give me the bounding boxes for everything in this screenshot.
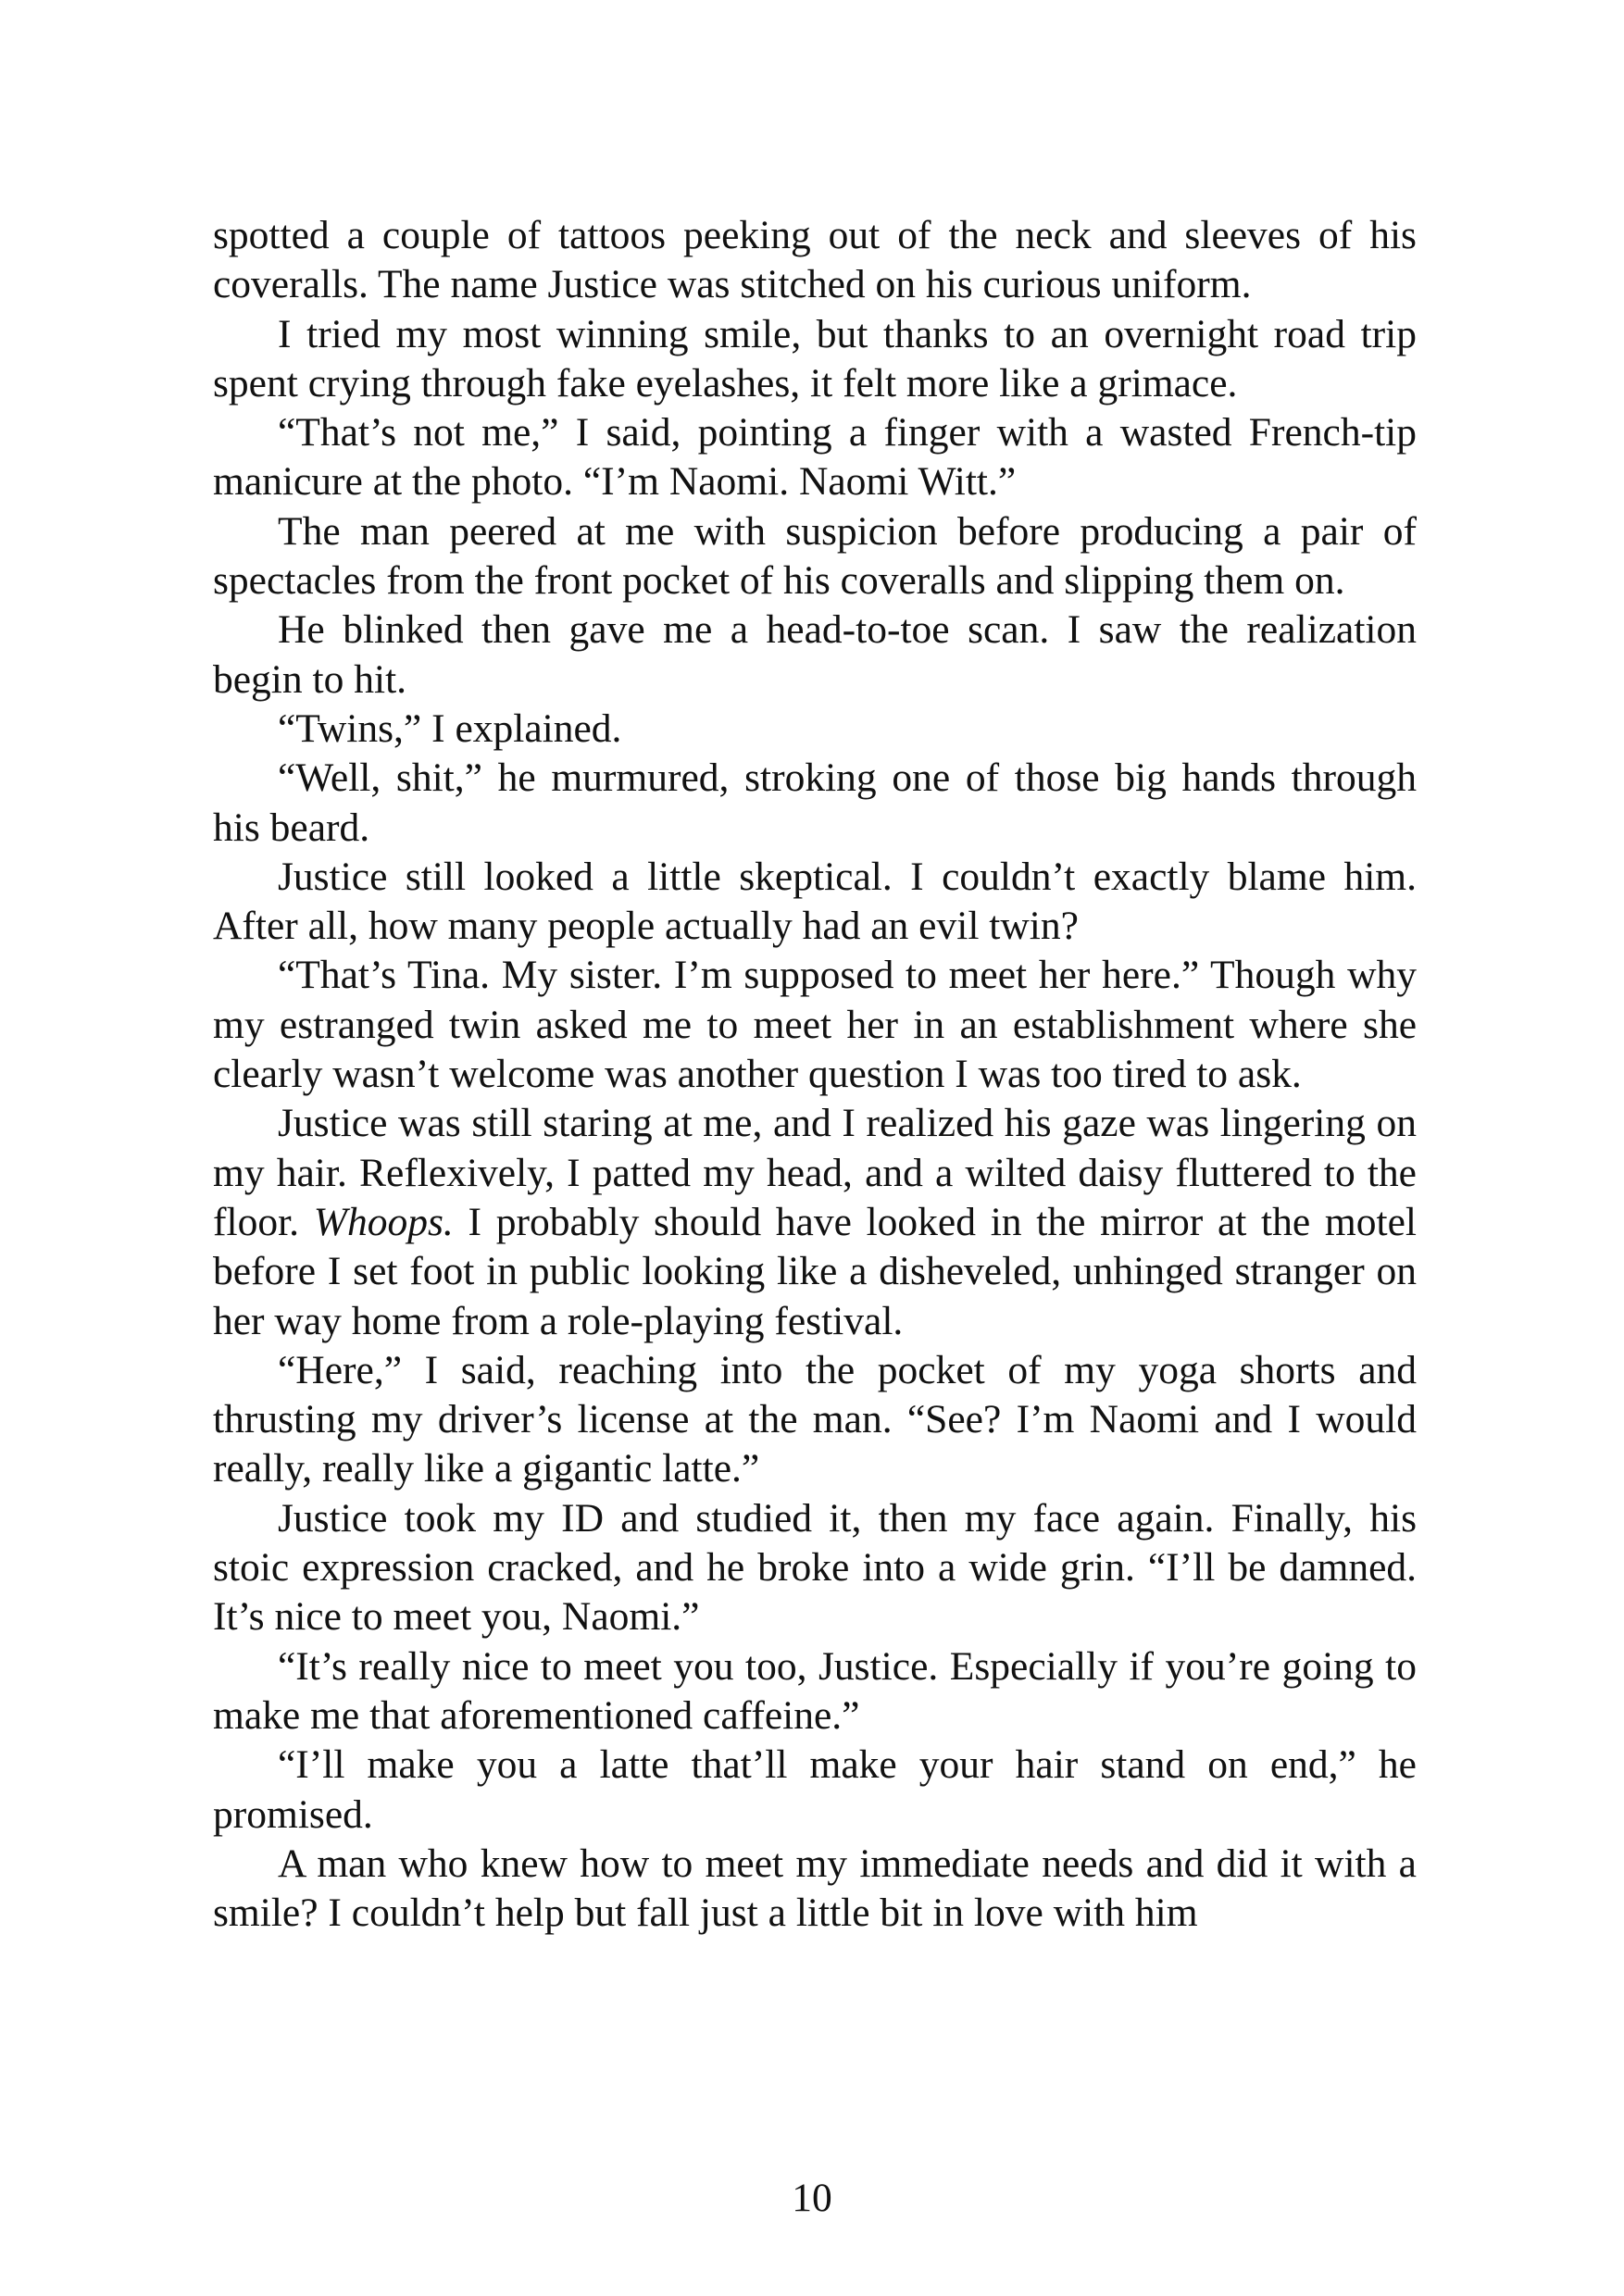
paragraph-text: Justice was still staring at me, and I realized his gaze was lingering on my hair. Reflexively, I patted my head, and a wilted daisy fluttered to the floor. [213, 1101, 1417, 1244]
paragraph: “That’s not me,” I said, pointing a finger with a wasted French-tip manicure at the photo. “I’m Naomi. Naomi Witt.” [213, 410, 1417, 505]
page-number: 10 [792, 2176, 832, 2220]
italic-text: Whoops. [313, 1199, 454, 1244]
paragraph: A man who knew how to meet my immediate needs and did it with a smile? I couldn’t help but fall just a little bit in love with him [213, 1841, 1417, 1936]
paragraph: “Well, shit,” he murmured, stroking one of those big hands through his beard. [213, 755, 1417, 850]
paragraph-text: I probably should have looked in the mirror at the motel before I set foot in public looking like a disheveled, unhinged stranger on her way home from a role-playing festival. [213, 1199, 1417, 1343]
paragraph: “Here,” I said, reaching into the pocket of my yoga shorts and thrusting my driver’s license at the man. “See? I’m Naomi and I would really, really like a gigantic latte.” [213, 1347, 1417, 1491]
paragraph: “I’ll make you a latte that’ll make your hair stand on end,” he promised. [213, 1742, 1417, 1837]
paragraph: The man peered at me with suspicion before producing a pair of spectacles from the front pocket of his coveralls and slipping them on. [213, 508, 1417, 604]
paragraph: “That’s Tina. My sister. I’m supposed to meet her here.” Though why my estranged twin asked me to meet her in an establishment where she clearly wasn’t welcome was another question I was too tired to ask. [213, 953, 1417, 1097]
paragraph: Justice still looked a little skeptical. I couldn’t exactly blame him. After all, how many people actually had an evil twin? [213, 854, 1417, 949]
paragraph [213, 1099, 1417, 1345]
paragraph: “It’s really nice to meet you too, Justice. Especially if you’re going to make me that aforementioned caffeine.” [213, 1643, 1417, 1738]
paragraph: spotted a couple of tattoos peeking out of the neck and sleeves of his coveralls. The name Justice was stitched on his curious uniform. [213, 213, 1417, 307]
body-text [213, 211, 1417, 1938]
paragraph: Justice took my ID and studied it, then my face again. Finally, his stoic expression cracked, and he broke into a wide grin. “I’ll be damned. It’s nice to meet you, Naomi.” [213, 1495, 1417, 1640]
paragraph: “Twins,” I explained. [278, 705, 622, 751]
paragraph: He blinked then gave me a head-to-toe scan. I saw the realization begin to hit. [213, 607, 1417, 702]
paragraph: I tried my most winning smile, but thanks to an overnight road trip spent crying through fake eyelashes, it felt more like a grimace. [213, 311, 1417, 406]
